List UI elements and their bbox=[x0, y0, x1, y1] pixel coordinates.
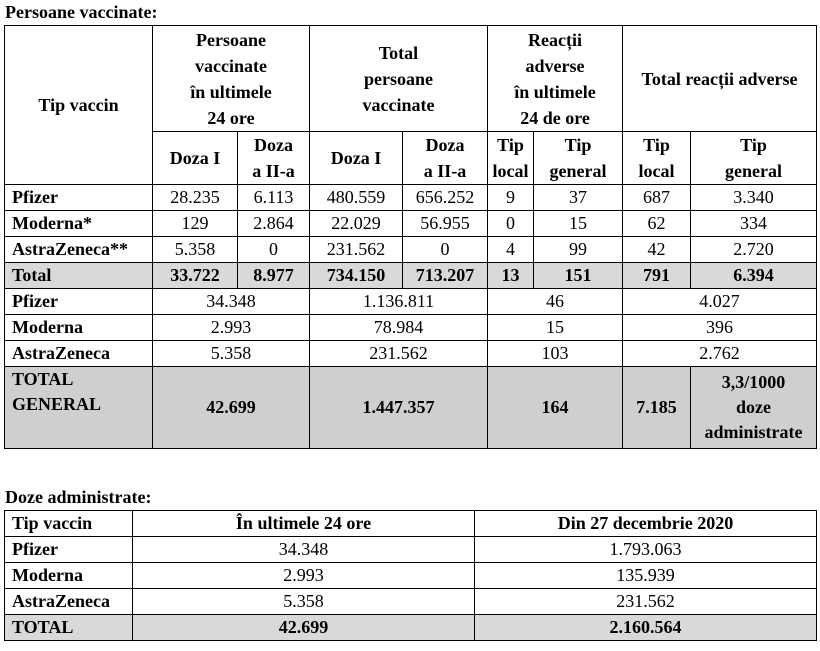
cell: 62 bbox=[623, 211, 691, 237]
section-title-persoane-vaccinate: Persoane vaccinate: bbox=[5, 2, 158, 22]
header-last-24h: În ultimele 24 ore bbox=[133, 511, 475, 537]
subheader-doza1: Doza I bbox=[153, 132, 238, 185]
row-label-total-general: TOTAL GENERAL bbox=[5, 367, 153, 449]
cell: 480.559 bbox=[310, 185, 403, 211]
cell: 1.793.063 bbox=[475, 537, 817, 563]
cell: 4.027 bbox=[623, 289, 817, 315]
total-row bbox=[5, 615, 817, 641]
cell: 5.358 bbox=[153, 341, 310, 367]
table-row bbox=[5, 537, 817, 563]
cell: 2.720 bbox=[691, 237, 817, 263]
subheader-doza2: Doza a II-a bbox=[238, 132, 310, 185]
cell: 135.939 bbox=[475, 563, 817, 589]
cell: 33.722 bbox=[153, 263, 238, 289]
header-tip-vaccin: Tip vaccin bbox=[5, 26, 153, 185]
cell: 13 bbox=[488, 263, 534, 289]
total-row bbox=[5, 263, 817, 289]
row-label: Pfizer bbox=[5, 289, 153, 315]
row-label: Pfizer bbox=[5, 537, 133, 563]
cell: 34.348 bbox=[153, 289, 310, 315]
cell: 334 bbox=[691, 211, 817, 237]
cell: 656.252 bbox=[403, 185, 488, 211]
subheader-tip-general: Tip general bbox=[691, 132, 817, 185]
cell: 15 bbox=[488, 315, 623, 341]
section-title-doze-administrate: Doze administrate: bbox=[5, 487, 152, 507]
header-vaccinated-last-24h: Persoane vaccinate în ultimele 24 ore bbox=[153, 26, 310, 132]
row-label: AstraZeneca** bbox=[5, 237, 153, 263]
table-row bbox=[5, 211, 817, 237]
row-label: Moderna* bbox=[5, 211, 153, 237]
cell: 4 bbox=[488, 237, 534, 263]
cell: 37 bbox=[534, 185, 623, 211]
cell: 42.699 bbox=[153, 367, 310, 449]
cell: 99 bbox=[534, 237, 623, 263]
cell: 2.993 bbox=[153, 315, 310, 341]
cell: 2.864 bbox=[238, 211, 310, 237]
cell: 231.562 bbox=[310, 341, 488, 367]
subheader-tip-local: Tip local bbox=[623, 132, 691, 185]
cell: 56.955 bbox=[403, 211, 488, 237]
cell: 42 bbox=[623, 237, 691, 263]
rate-cell: 3,3/1000 doze administrate bbox=[691, 367, 817, 449]
summary-row bbox=[5, 289, 817, 315]
row-label: AstraZeneca bbox=[5, 589, 133, 615]
cell: 396 bbox=[623, 315, 817, 341]
table-row bbox=[5, 237, 817, 263]
table-row bbox=[5, 185, 817, 211]
table-row bbox=[5, 589, 817, 615]
doses-administered-table bbox=[4, 510, 817, 641]
cell: 231.562 bbox=[310, 237, 403, 263]
subheader-doza2: Doza a II-a bbox=[403, 132, 488, 185]
row-label: AstraZeneca bbox=[5, 341, 153, 367]
cell: 151 bbox=[534, 263, 623, 289]
row-label: Moderna bbox=[5, 315, 153, 341]
cell: 734.150 bbox=[310, 263, 403, 289]
cell: 7.185 bbox=[623, 367, 691, 449]
table-row bbox=[5, 563, 817, 589]
cell: 15 bbox=[534, 211, 623, 237]
vaccinated-persons-table bbox=[4, 25, 817, 449]
header-total-vaccinated: Total persoane vaccinate bbox=[310, 26, 488, 132]
row-label: Pfizer bbox=[5, 185, 153, 211]
cell: 5.358 bbox=[153, 237, 238, 263]
cell: 46 bbox=[488, 289, 623, 315]
cell: 5.358 bbox=[133, 589, 475, 615]
cell: 103 bbox=[488, 341, 623, 367]
header-row bbox=[5, 26, 817, 132]
cell: 2.993 bbox=[133, 563, 475, 589]
cell: 9 bbox=[488, 185, 534, 211]
cell: 6.394 bbox=[691, 263, 817, 289]
cell: 0 bbox=[238, 237, 310, 263]
cell: 231.562 bbox=[475, 589, 817, 615]
header-adverse-last-24h: Reacții adverse în ultimele 24 de ore bbox=[488, 26, 623, 132]
cell: 42.699 bbox=[133, 615, 475, 641]
cell: 164 bbox=[488, 367, 623, 449]
header-total-adverse: Total reacții adverse bbox=[623, 26, 817, 132]
header-tip-vaccin: Tip vaccin bbox=[5, 511, 133, 537]
cell: 3.340 bbox=[691, 185, 817, 211]
row-label: Moderna bbox=[5, 563, 133, 589]
cell: 0 bbox=[403, 237, 488, 263]
header-since-date: Din 27 decembrie 2020 bbox=[475, 511, 817, 537]
cell: 791 bbox=[623, 263, 691, 289]
cell: 22.029 bbox=[310, 211, 403, 237]
header-row bbox=[5, 511, 817, 537]
cell: 78.984 bbox=[310, 315, 488, 341]
summary-row bbox=[5, 315, 817, 341]
cell: 1.447.357 bbox=[310, 367, 488, 449]
row-label: Total bbox=[5, 263, 153, 289]
summary-row bbox=[5, 341, 817, 367]
cell: 2.762 bbox=[623, 341, 817, 367]
cell: 6.113 bbox=[238, 185, 310, 211]
cell: 2.160.564 bbox=[475, 615, 817, 641]
cell: 1.136.811 bbox=[310, 289, 488, 315]
cell: 0 bbox=[488, 211, 534, 237]
cell: 129 bbox=[153, 211, 238, 237]
cell: 8.977 bbox=[238, 263, 310, 289]
subheader-tip-general: Tip general bbox=[534, 132, 623, 185]
cell: 28.235 bbox=[153, 185, 238, 211]
subheader-doza1: Doza I bbox=[310, 132, 403, 185]
cell: 713.207 bbox=[403, 263, 488, 289]
total-general-row bbox=[5, 367, 817, 449]
subheader-tip-local: Tip local bbox=[488, 132, 534, 185]
cell: 687 bbox=[623, 185, 691, 211]
row-label: TOTAL bbox=[5, 615, 133, 641]
cell: 34.348 bbox=[133, 537, 475, 563]
